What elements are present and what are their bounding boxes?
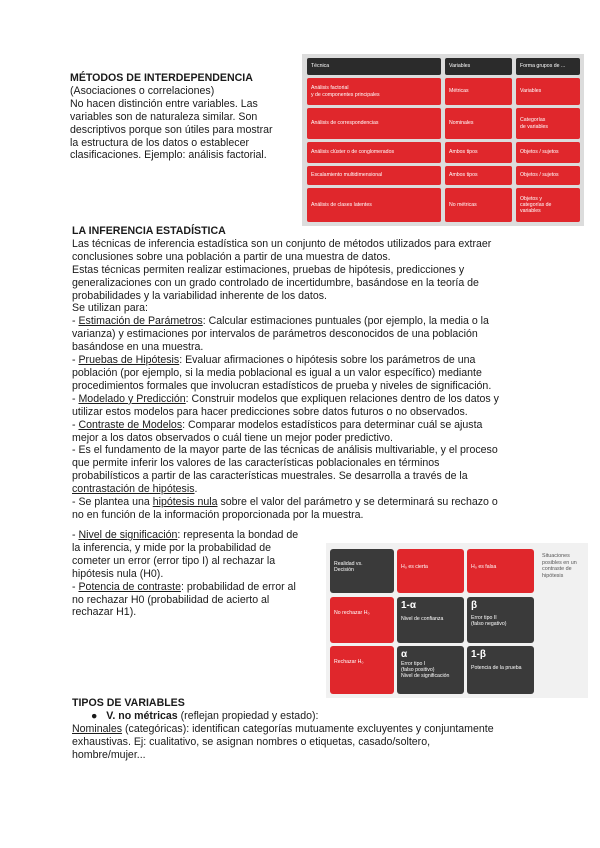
list-item: - Pruebas de Hipótesis: Evaluar afirmaciones o hipótesis sobre los parámetros de una — [72, 354, 476, 367]
table-cell: Ambos tipos — [445, 166, 512, 185]
matrix-col-header: H₀ es falsa — [467, 549, 534, 593]
text-line: hipótesis nula (H0). — [72, 567, 164, 580]
bullet-icon: ● — [91, 709, 98, 722]
term-contrastacion: contrastación de hipótesis — [72, 483, 195, 496]
table-header: Forma grupos de ... — [516, 58, 580, 75]
text-line: clasificaciones. Ejemplo: análisis factorial. — [70, 149, 267, 162]
hypothesis-matrix — [326, 543, 588, 698]
interdependence-section — [70, 72, 295, 162]
text-line: Las técnicas de inferencia estadística son un conjunto de métodos utilizados para extraer — [72, 237, 492, 250]
table-header: Variables — [445, 58, 512, 75]
text-line: - Potencia de contraste: probabilidad de error al — [72, 580, 296, 593]
interdependence-title: MÉTODOS DE INTERDEPENDENCIA — [70, 72, 253, 84]
significance-block — [72, 529, 322, 619]
matrix-corner: Realidad vs. Decisión — [330, 549, 394, 593]
table-cell: Análisis clúster o de conglomerados — [307, 142, 441, 163]
text-line: - Nivel de significación: representa la bondad de — [72, 529, 299, 541]
text-line: - Se plantea una hipótesis nula sobre el valor del parámetro y se determinará su rechazo o — [72, 496, 498, 509]
table-cell: Objetos y categorías de variables — [516, 188, 580, 222]
matrix-row-header: Rechazar H₀ — [330, 646, 394, 694]
text-line: probabilidades y la variabilidad inherente de los datos. — [72, 289, 328, 302]
table-cell: Métricas — [445, 78, 512, 105]
text-line: rechazar H1). — [72, 606, 137, 619]
list-item: - Estimación de Parámetros: Calcular estimaciones puntuales (por ejemplo, la media o la — [72, 315, 489, 328]
text-line: varianza) y estimaciones por intervalos de parámetros desconocidos de una población — [72, 328, 478, 341]
matrix-cell-power: 1-β Potencia de la prueba — [467, 646, 534, 694]
variables-section — [72, 697, 592, 762]
text-line: no rechazar H0 (probabilidad de acierto al — [72, 593, 270, 606]
text-line: la estructura de los datos o establecer — [70, 136, 250, 149]
table-cell: Objetos / sujetos — [516, 166, 580, 185]
term-pruebas: Pruebas de Hipótesis — [78, 354, 180, 367]
matrix-cell-type1: α Error tipo I (falso positivo) Nivel de significación — [397, 646, 464, 694]
text-line: utilizar estos modelos para hacer predicciones sobre datos futuros o no observados. — [72, 405, 468, 418]
table-cell: Análisis de correspondencias — [307, 108, 441, 139]
list-item: - Contraste de Modelos: Comparar modelos estadísticos para determinar cuál se ajusta — [72, 418, 483, 431]
text-line: exhaustivas. Ej: cualitativo, se asignan nombres o etiquetas, casado/soltero, — [72, 735, 431, 748]
text-line: generalizaciones con un grado controlado de incertidumbre, basándose en la teoría de — [72, 276, 479, 289]
text-line: conclusiones sobre una población a partir de una muestra de datos. — [72, 250, 391, 263]
text-line: la inferencia, y mide por la probabilidad de — [72, 541, 272, 554]
term-nominales: Nominales — [72, 722, 123, 735]
text-line: procedimientos formales que involucran estadísticos de prueba y niveles de significación. — [72, 379, 492, 392]
table-cell: No métricas — [445, 188, 512, 222]
table-cell: Variables — [516, 78, 580, 105]
table-cell: Análisis de clases latentes — [307, 188, 441, 222]
term-estimacion: Estimación de Parámetros — [78, 315, 203, 328]
methods-table — [302, 54, 584, 226]
table-cell: Ambos tipos — [445, 142, 512, 163]
text-line: No hacen distinción entre variables. Las — [70, 97, 258, 110]
text-line: contrastación de hipótesis. — [72, 483, 198, 496]
text-line: descriptivos porque son útiles para mostrar — [70, 123, 273, 136]
table-cell: Nominales — [445, 108, 512, 139]
table-cell: Escalamiento multidimensional — [307, 166, 441, 185]
term-modelado: Modelado y Predicción — [78, 392, 186, 405]
text-line: cometer un error (error tipo I) al rechazar la — [72, 554, 276, 567]
term-significacion: Nivel de significación — [78, 529, 178, 541]
matrix-cell-type2: β Error tipo II (falso negativo) — [467, 597, 534, 643]
matrix-row-header: No rechazar H₀ — [330, 597, 394, 643]
list-item: ● V. no métricas (reflejan propiedad y estado): — [91, 709, 319, 722]
text-line: población (por ejemplo, si la media poblacional es igual a un valor específico) mediante — [72, 366, 482, 379]
text-line: variables son de naturaleza similar. Son — [70, 110, 258, 123]
text-line: que permite inferir los valores de las características poblacionales en términos — [72, 457, 440, 470]
term-hipotesis-nula: hipótesis nula — [152, 496, 218, 509]
text-line: Estas técnicas permiten realizar estimaciones, pruebas de hipótesis, predicciones y — [72, 263, 465, 276]
text-line: Se utilizan para: — [72, 302, 148, 315]
text-line: mejor a los datos observados o cuál tiene un mejor poder predictivo. — [72, 431, 393, 444]
inference-section — [72, 225, 592, 522]
table-cell: Análisis factorial y de componentes principales — [307, 78, 441, 105]
text-line: (Asociaciones o correlaciones) — [70, 84, 215, 97]
matrix-col-header: H₀ es cierta — [397, 549, 464, 593]
matrix-cell-confidence: 1-α Nivel de confianza — [397, 597, 464, 643]
term-potencia: Potencia de contraste — [78, 580, 181, 593]
table-cell: Objetos / sujetos — [516, 142, 580, 163]
variables-title: TIPOS DE VARIABLES — [72, 697, 185, 709]
text-line: basándose en una muestra. — [72, 341, 204, 354]
term-contraste: Contraste de Modelos — [78, 418, 183, 431]
table-header: Técnica — [307, 58, 441, 75]
text-line: no en función de la información proporcionada por la muestra. — [72, 508, 364, 521]
table-cell: Categorías de variables — [516, 108, 580, 139]
inference-title: LA INFERENCIA ESTADÍSTICA — [72, 225, 226, 237]
text-line: - Es el fundamento de la mayor parte de las técnicas de análisis multivariable, y el proceso — [72, 444, 498, 457]
list-item: - Modelado y Predicción: Construir modelos que expliquen relaciones dentro de los datos y — [72, 392, 499, 405]
text-line: Nominales (categóricas): identifican categorías mutuamente excluyentes y conjuntamente — [72, 722, 494, 735]
matrix-note: Situaciones posibles en un contraste de hipótesis — [542, 553, 577, 579]
text-line: probabilísticos a partir de las características muestrales. Se desarrolla a través de la — [72, 470, 468, 483]
text-line: hombre/mujer... — [72, 748, 146, 761]
